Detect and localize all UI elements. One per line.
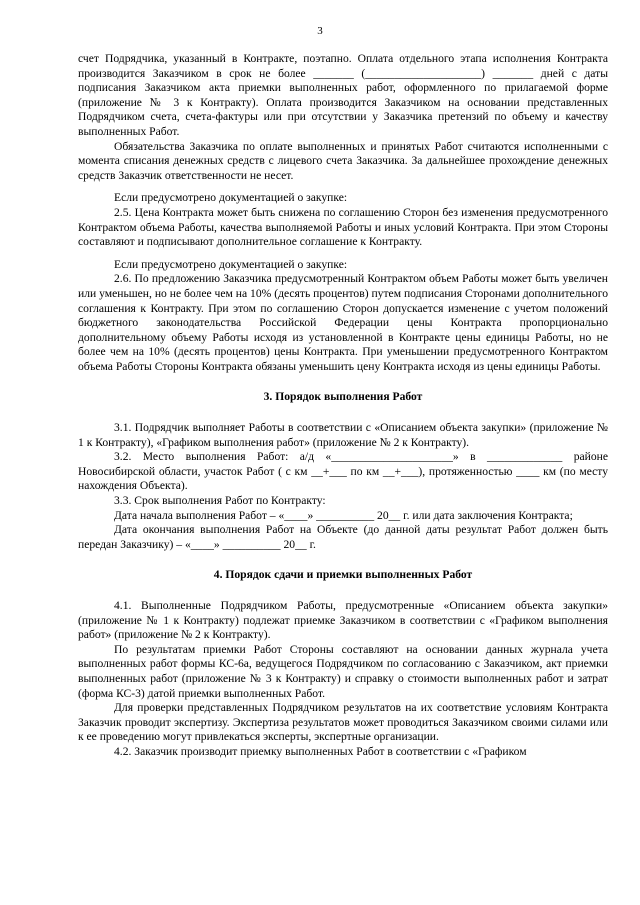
clause-3-1: 3.1. Подрядчик выполняет Работы в соответствии с «Описанием объекта закупки» (приложение № 1 к Контракту), «Графиком выполнения работ» (приложение № 2 к Контракту). <box>78 421 608 449</box>
end-date-line: Дата окончания выполнения Работ на Объекте (до данной даты результат Работ должен быть передан Заказчику) – «____» __________ 20__ г. <box>78 523 608 551</box>
section-3-heading: 3. Порядок выполнения Работ <box>263 390 423 404</box>
clause-4-1: 4.1. Выполненные Подрядчиком Работы, предусмотренные «Описанием объекта закупки» (приложение № 1 к Контракту) подлежат приемке Заказчиком в соответствии с «Графиком выполнения работ» (приложение № 2 к Контракту). <box>78 599 608 642</box>
clause-2-5-note: Если предусмотрено документацией о закупке: <box>114 191 348 205</box>
clause-3-3: 3.3. Срок выполнения Работ по Контракту: <box>114 494 326 508</box>
clause-4-2: 4.2. Заказчик производит приемку выполненных Работ в соответствии с «Графиком <box>114 744 527 758</box>
payment-paragraph: счет Подрядчика, указанный в Контракте, поэтапно. Оплата отдельного этапа исполнения Контракта производится Заказчиком в срок не более _______ (____________________) _______ дней с даты подписания Заказчиком акта приемки выполненных работ, оформленного по прилагаемой форме (приложение № 3 к Контракту). Оплата производится Заказчиком на основании представленных Подрядчиком счета, счета-фактуры или при отсутствии у Заказчика претензий по объему и качеству выполненных Работ. <box>78 52 608 138</box>
clause-2-6: 2.6. По предложению Заказчика предусмотренный Контрактом объем Работы может быть увеличен или уменьшен, но не более чем на 10% (десять процентов) путем подписания Сторонами дополнительного соглашения к Контракту. При этом по соглашению Сторон допускается изменение с учетом положений бюджетного законодательства Российской Федерации цены Контракта пропорционально дополнительному объему Работы исходя из установленной в Контракте цены единицы Работы, но не более чем на 10% (десять процентов) цены Контракта. При уменьшении предусмотренного Контрактом объема Работы Стороны Контракта обязаны уменьшить цену Контракта исходя из цены единицы Работы. <box>78 272 608 373</box>
clause-3-2: 3.2. Место выполнения Работ: а/д «_____________________» в _____________ районе Новосибирской области, участок Работ ( с км __+___ по км __+___), протяженностью ____ км (по месту нахождения Объекта). <box>78 450 608 493</box>
page-number: 3 <box>317 25 323 37</box>
acceptance-results-paragraph: По результатам приемки Работ Стороны составляют на основании данных журнала учета выполненных работ формы КС-6а, ведущегося Подрядчиком по согласованию с Заказчиком, акт приемки выполненных работ (приложение № 3 к Контракту) и справку о стоимости выполненных работ и затрат (форма КС-3) датой приемки выполненных Работ. <box>78 642 608 700</box>
expertise-paragraph: Для проверки представленных Подрядчиком результатов на их соответствие условиям Контракта Заказчик проводит экспертизу. Экспертиза результатов может проводиться Заказчиком своими силами или к ее проведению могут привлекаться эксперты, экспертные организации. <box>78 701 608 744</box>
obligations-paragraph: Обязательства Заказчика по оплате выполненных и принятых Работ считаются исполненными с момента списания денежных средств с лицевого счета Заказчика. За дальнейшее прохождение денежных средств Заказчик ответственности не несет. <box>78 139 608 182</box>
page-content <box>78 52 608 760</box>
clause-2-5: 2.5. Цена Контракта может быть снижена по соглашению Сторон без изменения предусмотренного Контрактом объема Работы, качества выполняемой Работы и иных условий Контракта. При этом Стороны составляют и подписывают дополнительное соглашение к Контракту. <box>78 205 608 249</box>
section-4-heading: 4. Порядок сдачи и приемки выполненных Работ <box>213 568 473 582</box>
clause-2-6-note: Если предусмотрено документацией о закупке: <box>114 257 348 271</box>
start-date-line: Дата начала выполнения Работ – «____» __________ 20__ г. или дата заключения Контракта; <box>114 508 573 522</box>
